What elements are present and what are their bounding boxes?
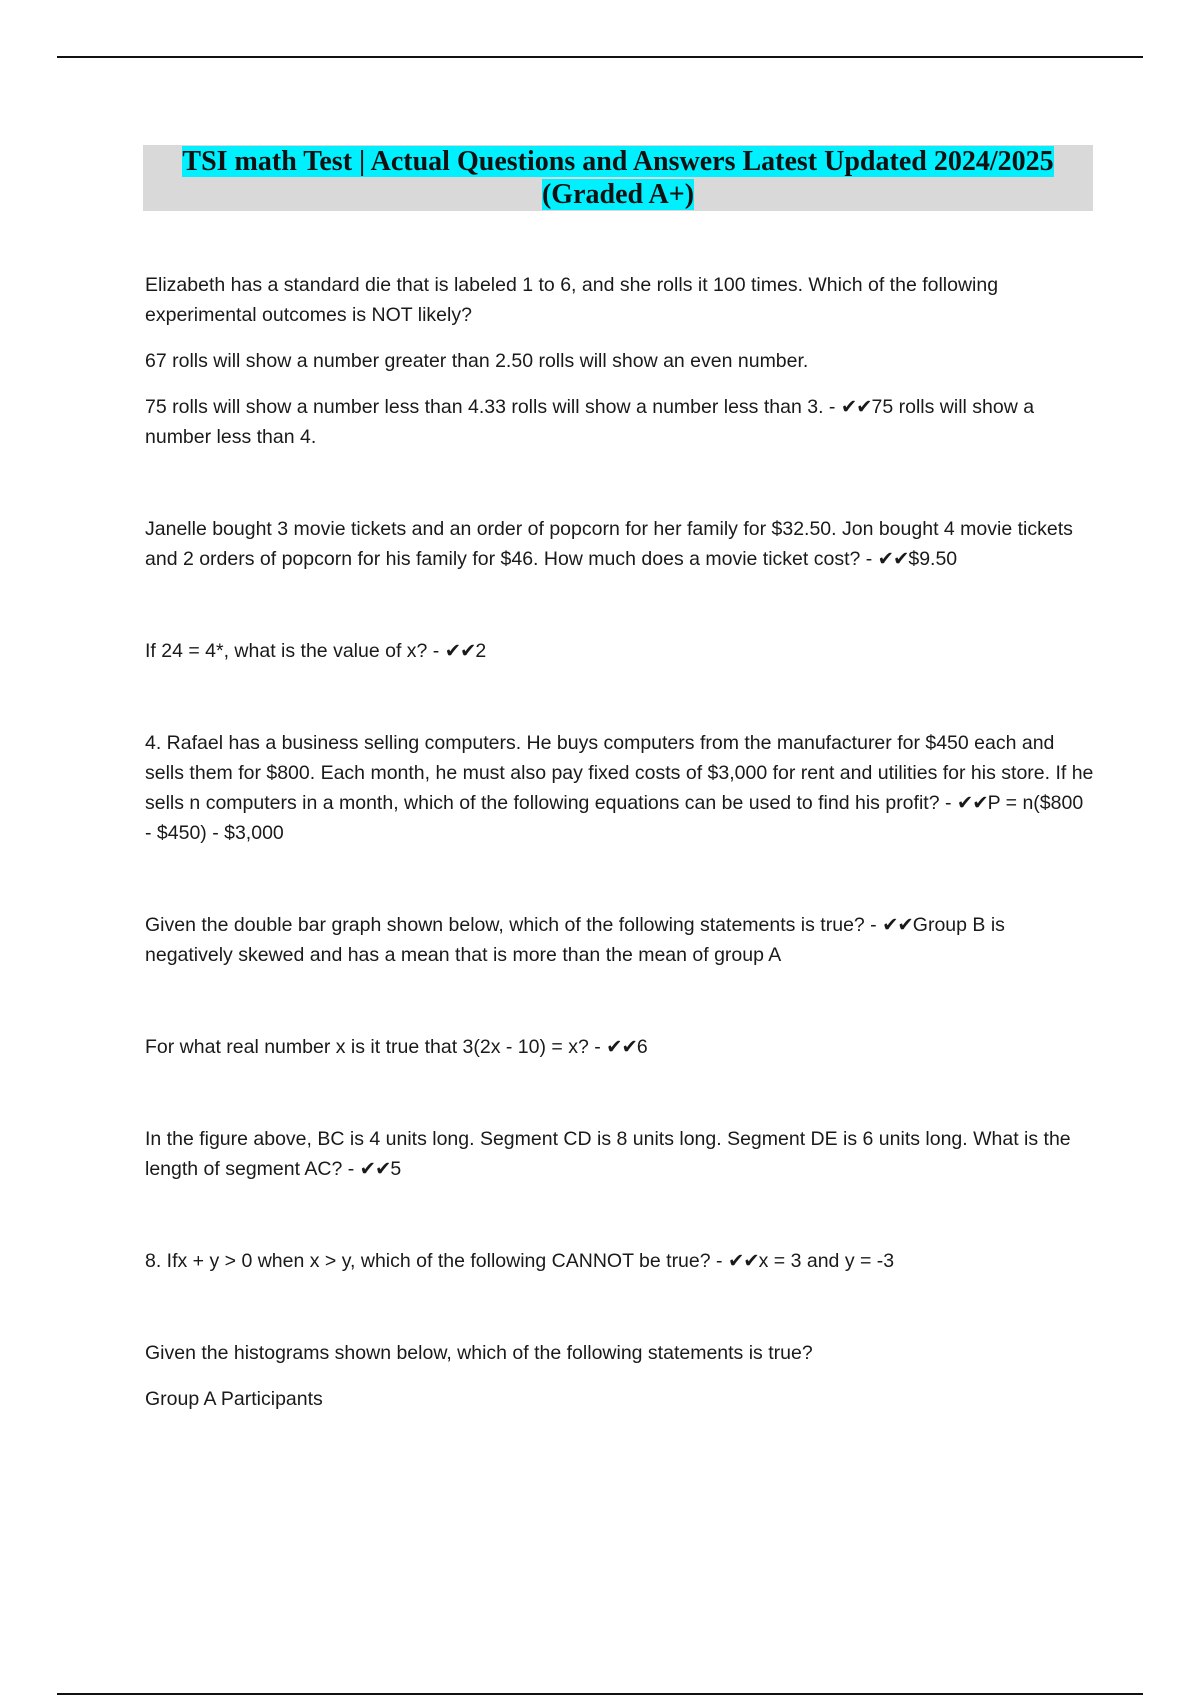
question-10 [145, 1246, 1095, 1276]
question-text: 8. Ifx + y > 0 when x > y, which of the following CANNOT be true? - [145, 1250, 728, 1272]
check-mark-icon: ✔✔ [444, 639, 476, 662]
question-11 [145, 1338, 1095, 1368]
question-text: Given the histograms shown below, which of the following statements is true? [145, 1342, 813, 1364]
question-3 [145, 392, 1095, 452]
question-text: For what real number x is it true that 3(2x - 10) = x? - [145, 1036, 607, 1058]
answer-text: 2 [475, 640, 487, 662]
title-line-1: TSI math Test | Actual Questions and Answers Latest Updated 2024/2025 [182, 146, 1054, 177]
question-9 [145, 1124, 1095, 1184]
check-mark-icon: ✔✔ [877, 547, 909, 570]
check-mark-icon: ✔✔ [359, 1157, 391, 1180]
footer-rule [57, 1693, 1143, 1695]
check-mark-icon: ✔✔ [956, 791, 988, 814]
question-text: Given the double bar graph shown below, which of the following statements is true? - [145, 914, 883, 936]
question-text: If 24 = 4*, what is the value of x? - [145, 640, 445, 662]
answer-text: 5 [390, 1158, 402, 1180]
question-1 [145, 270, 1095, 330]
question-2 [145, 346, 1095, 376]
question-12 [145, 1384, 1095, 1414]
check-mark-icon: ✔✔ [840, 395, 872, 418]
question-text: Elizabeth has a standard die that is labeled 1 to 6, and she rolls it 100 times. Which of the following experimental outcomes is NOT likely? [145, 274, 999, 326]
check-mark-icon: ✔✔ [727, 1249, 759, 1272]
question-5 [145, 636, 1095, 666]
question-7 [145, 910, 1095, 970]
check-mark-icon: ✔✔ [882, 913, 913, 936]
question-text: 4. Rafael has a business selling computers. He buys computers from the manufacturer for $450 each and sells them for $800. Each month, he must also pay fixed costs of $3,000 for rent and utilities for his store. If he sells n computers in a month, which of the following equations can be used to find his profit? - [145, 732, 1094, 814]
answer-text: $9.50 [908, 548, 958, 570]
title-line-2: (Graded A+) [541, 179, 695, 210]
question-text: In the figure above, BC is 4 units long. Segment CD is 8 units long. Segment DE is 6 units long. What is the length of segment AC? - [145, 1128, 1071, 1180]
document-body [145, 270, 1095, 1414]
question-text: Janelle bought 3 movie tickets and an order of popcorn for her family for $32.50. Jon bought 4 movie tickets and 2 orders of popcorn for his family for $46. How much does a movie ticket cost? - [145, 518, 1073, 570]
question-text: Group A Participants [145, 1388, 323, 1410]
question-4 [145, 514, 1095, 574]
question-8 [145, 1032, 1095, 1062]
answer-text: P = n($800 - $450) - $3,000 [145, 792, 1084, 844]
answer-text: Group B is negatively skewed and has a mean that is more than the mean of group A [145, 914, 1005, 966]
header-rule [57, 56, 1143, 58]
answer-text: 6 [636, 1036, 648, 1058]
check-mark-icon: ✔✔ [606, 1035, 637, 1058]
answer-text: 75 rolls will show a number less than 4. [145, 396, 1035, 448]
document-title [143, 145, 1093, 211]
question-text: 75 rolls will show a number less than 4.33 rolls will show a number less than 3. - [145, 396, 841, 418]
question-6 [145, 728, 1095, 848]
question-text: 67 rolls will show a number greater than 2.50 rolls will show an even number. [145, 350, 809, 372]
answer-text: x = 3 and y = -3 [758, 1250, 895, 1272]
